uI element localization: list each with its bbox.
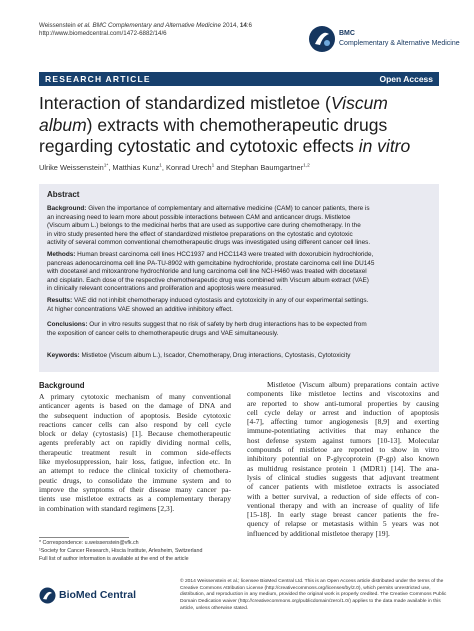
body-line: compounds of mistletoe are reported to show in vitro [247,445,439,455]
abstract-methods [47,251,433,294]
bmc-logo-icon [308,25,336,53]
author-info-note: Full list of author information is available at the end of the article [39,555,189,562]
body-line: in combination with standard regimens [2,3]. [39,503,175,513]
correspondence-email-link[interactable]: * Correspondence: u.weissenstein@vfk.ch [39,540,139,546]
abstract-keywords [47,352,433,361]
results-line: VAE did not inhibit chemotherapy induced cytostasis and cytotoxicity in any of our experimental settings. [72,297,369,304]
body-line: influenced by additional mistletoe therapy [19]. [247,528,390,538]
citation-line-1 [39,22,252,30]
footnote-divider [39,537,129,538]
keywords-label: Keywords: [47,352,80,359]
logo-text-journal: Complementary & Alternative Medicine [339,40,460,47]
body-line: cell cycle delay or arrest and induction of apoptosis [247,407,439,417]
results-line: At higher concentrations VAE showed an additive inhibitory effect. [47,305,233,313]
citation-volume: 14 [239,22,247,29]
background-line: an increasing need to learn more about possible interactions between CAM and anticancer drugs. Mistletoe [47,213,351,221]
author-4-affil: 1,2 [303,163,310,169]
body-line: with a better survival, a reduction of side effects of con- [247,491,439,501]
biomed-central-logo [39,586,139,606]
citation-url-link[interactable]: http://www.biomedcentral.com/1472-6882/14/6 [39,30,167,38]
article-type-banner [39,72,439,86]
background-line: in vitro study presented here the effect of standardized mistletoe preparations on the cytostatic and cytotoxic [47,230,353,238]
title-part-4: ) extracts with chemotherapeutic drugs [86,114,388,135]
biomed-central-brand: BioMed Central [59,589,137,601]
citation-header [39,22,252,39]
title-part-3: album [39,114,87,135]
article-type-label: RESEARCH ARTICLE [45,74,151,84]
license-line: article, unless otherwise stated. [180,605,249,611]
license-text [180,579,446,613]
body-column-right [247,380,439,538]
abstract-background [47,205,433,248]
background-line: (Viscum album L.) belongs to the medicinal herbs that are used as supportive care during chemotherapy. In the [47,222,361,230]
body-line: ventional therapy and with an increase of quality of life [247,500,439,510]
biomed-central-icon [39,587,56,604]
citation-authors: Weissenstein [39,22,78,29]
keywords-text: Mistletoe (Viscum album L.), Iscador, Chemotherapy, Drug interactions, Cytostasis, Cytotoxicity [79,352,351,359]
title-part-6: in vitro [358,136,411,156]
body-line: A primary cytotoxic mechanism of many conventional [39,392,231,401]
title-part-1: Interaction of standardized mistletoe ( [39,93,331,113]
license-line: distribution, and reproduction in any medium, provided the original work is properly credited. The Creative Commons Public [180,592,447,598]
body-line: immune-potentiating activities that may enhance the [247,426,439,436]
body-line: components like mistletoe lectins and viscotoxins and [247,389,439,399]
background-line: Given the importance of complementary and alternative medicine (CAM) to cancer patients, there is [86,205,370,212]
title-part-2: Viscum [330,93,388,113]
body-line: quency of relapse or metastasis within 5 years was not [247,519,439,529]
author-1[interactable]: Ulrike Weissenstein [39,163,104,172]
body-line: block or delay (cytostasis) [1]. Because chemotherapeutic [39,429,231,439]
affiliation-note: ¹Society for Cancer Research, Hiscia Institute, Arlesheim, Switzerland [39,547,203,554]
body-line: are reported to show anti-tumoral properties by causing [247,398,439,408]
background-section-heading: Background [39,381,85,390]
abstract-conclusions [47,321,433,338]
body-line: inhibitory potential on P-glycoprotein (P-gp) also known [247,454,439,464]
author-4[interactable]: and Stephan Baumgartner [214,163,304,172]
body-line: as multidrug resistance protein 1 (MDR1) [14]. The ana- [247,463,439,473]
methods-line: Human breast carcinoma cell lines HCC1937 and HCC1143 were treated with doxorubicin hydrochloride, [75,251,374,258]
body-line: tients use mistletoe extracts as a complementary therapy [39,494,231,504]
title-part-5: regarding cytostatic and cytotoxic effects [39,136,359,156]
conclusions-label: Conclusions: [47,321,88,328]
body-line: [4-7], affecting tumor angiogenesis [8,9] and exerting [247,417,439,427]
journal-logo [308,25,460,55]
author-list [39,163,310,172]
license-line: Creative Commons Attribution License (http://creativecommons.org/licenses/by/2.0), which permits unrestricted use, [180,585,431,591]
footnotes [39,540,202,563]
abstract-heading: Abstract [47,190,80,199]
body-line: agents preferably act on rapidly dividing normal cells, [39,438,231,448]
body-line: improve the symptoms of their disease many cancer pa- [39,484,231,494]
results-label: Results: [47,297,73,304]
body-line: an attempt to reduce the clinical toxicity of chemothera- [39,466,231,476]
methods-line: pancreas adenocarcinoma cell line PA-TU-8902 with gemcitabine hydrochloride, prostate carcinoma cell line DU145 [47,259,375,267]
body-line: anticancer agents is based on the damage of DNA and [39,401,231,411]
author-2-affil: 1 [159,163,162,169]
logo-text-bmc: BMC [339,30,355,37]
author-3-affil: 1 [211,163,215,169]
background-line: activity of several common conventional chemotherapeutic drugs was investigated using different cancer cell lines. [47,239,371,247]
body-line: peutic drugs, to consolidate the immune system and to [39,475,231,485]
citation-issue: :6 [246,22,252,29]
methods-line: with docetaxel and mitoxantrone hydrochloride and lung carcinoma cell line NCI-H460 was treated with docetaxel [47,268,367,276]
author-1-affil: 1* [103,163,109,169]
body-line: of cancer patients with mistletoe extracts is associated [247,482,439,492]
citation-year: 2014, [220,22,240,29]
body-line: [15-18]. In early stage breast cancer patients the fre- [247,510,439,520]
citation-journal: et al. BMC Complementary and Alternative Medicine [77,22,221,29]
body-line: therapeutic treatment result in common side-effects [39,447,231,457]
body-line: lysis of clinical studies suggests that adjuvant treatment [247,472,439,482]
abstract-results [47,297,433,314]
body-line: Mistletoe (Viscum album) preparations contain active [267,380,439,389]
body-line: the subsequent induction of apoptosis. Beside cytotoxic [39,410,231,420]
methods-label: Methods: [47,251,76,258]
conclusions-line: the exposition of cancer cells to chemotherapeutic drugs and VAE simultaneously. [47,329,279,337]
license-line: Domain Dedication waiver (http://creativecommons.org/publicdomain/zero/1.0/) applies to the data made available in this [180,599,441,605]
license-line: © 2014 Weissenstein et al.; licensee BioMed Central Ltd. This is an Open Access article distributed under the terms of the [180,579,444,584]
abstract-box [39,184,439,372]
article-title [39,93,439,158]
conclusions-line: Our in vitro results suggest that no risk of safety by herb drug interactions has to be expected from [87,321,367,328]
body-line: like myelosuppression, hair loss, fatigue, infection etc. In [39,457,231,467]
body-line: host defense system against tumors [10-13]. Molecular [247,435,439,445]
author-3[interactable]: , Konrad Urech [161,163,212,172]
methods-line: in clinically relevant concentrations and proliferation and apoptosis were measured. [47,285,283,293]
body-line: reactions cancer cells can also respond by cell cycle [39,419,231,429]
methods-line: and cisplatin. Each dose of the respective chemotherapeutic drug was combined with Viscum album extract (VAE) [47,276,369,284]
background-label: Background: [47,205,87,212]
author-2[interactable]: , Matthias Kunz [108,163,160,172]
body-column-left [39,380,231,513]
open-access-label: Open Access [379,74,433,84]
